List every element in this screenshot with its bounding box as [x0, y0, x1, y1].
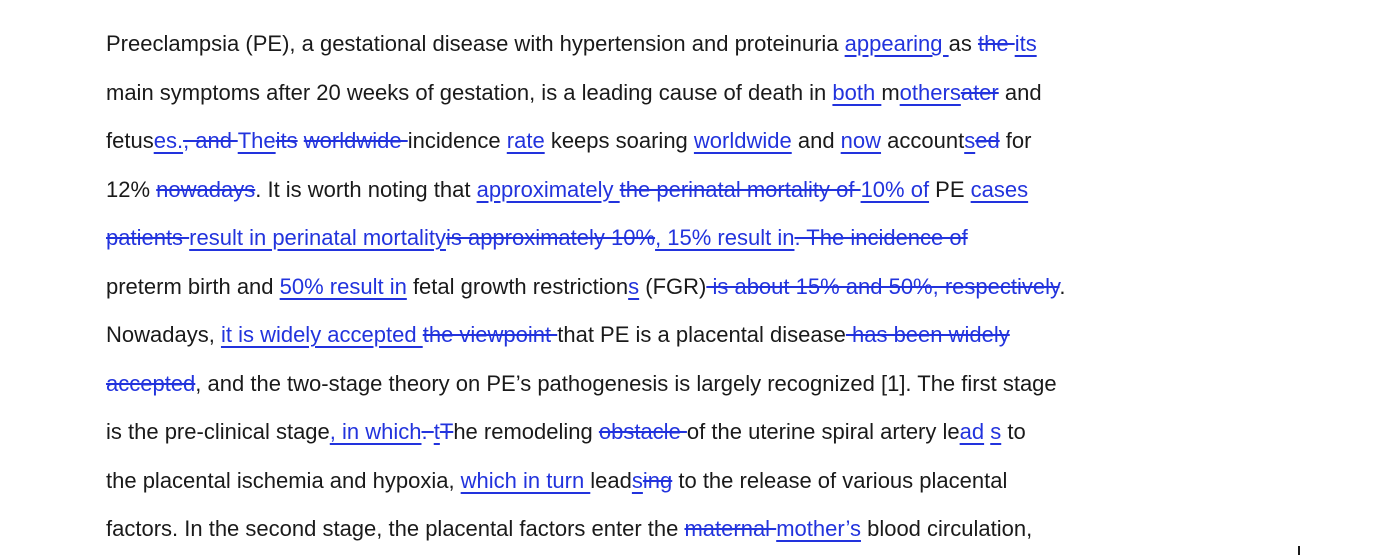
- text-line: [106, 71, 1286, 120]
- deleted-text: nowadays: [156, 176, 256, 202]
- plain-text: he remodeling: [453, 419, 599, 444]
- inserted-text: The: [237, 128, 276, 153]
- inserted-text: 50% result in: [279, 273, 407, 299]
- deleted-text: its: [275, 128, 298, 153]
- plain-text: lead: [590, 467, 632, 493]
- inserted-text: appearing: [844, 31, 949, 56]
- plain-text: main symptoms after 20 weeks of gestation, is a leading cause of death in: [106, 79, 833, 105]
- inserted-text: , in which: [329, 419, 422, 444]
- inserted-text: worldwide: [693, 128, 792, 153]
- deleted-text: maternal: [684, 516, 777, 541]
- deleted-text: patients: [106, 225, 190, 250]
- text-line: [106, 265, 1286, 314]
- document-body[interactable]: [106, 22, 1286, 556]
- text-line: [106, 410, 1286, 459]
- inserted-text: its: [1014, 31, 1037, 56]
- inserted-text: mother’s: [776, 516, 861, 541]
- plain-text: keeps soaring: [544, 128, 694, 153]
- deleted-text: T: [439, 419, 454, 444]
- deleted-text: is about 15% and 50%, respectively: [706, 273, 1060, 299]
- plain-text: blood circulation,: [860, 516, 1033, 541]
- plain-text: to the release of various placental: [672, 467, 1008, 493]
- plain-text: PE: [929, 176, 971, 202]
- inserted-text: s: [631, 467, 643, 493]
- deleted-text: the viewpoint: [422, 322, 558, 347]
- plain-text: of the uterine spiral artery le: [686, 419, 960, 444]
- deleted-text: , and: [183, 128, 238, 153]
- plain-text: Nowadays,: [106, 322, 221, 347]
- text-line: [106, 216, 1286, 265]
- deleted-text: obstacle: [598, 419, 687, 444]
- inserted-text: 10% of: [860, 176, 930, 202]
- plain-text: fetus: [106, 128, 154, 153]
- deleted-text: the perinatal mortality of: [619, 176, 861, 202]
- inserted-text: cases: [970, 176, 1029, 202]
- text-line: [106, 459, 1286, 508]
- text-line: [106, 168, 1286, 217]
- plain-text: incidence: [407, 128, 507, 153]
- plain-text: and: [791, 128, 841, 153]
- inserted-text: , 15% result in: [655, 225, 795, 250]
- inserted-text: both: [832, 79, 882, 105]
- plain-text: . It is worth noting that: [255, 176, 477, 202]
- inserted-text: approximately: [476, 176, 620, 202]
- text-line: [106, 313, 1286, 362]
- plain-text: Preeclampsia (PE), a gestational disease with hypertension and proteinuria: [106, 31, 845, 56]
- plain-text: fetal growth restriction: [406, 273, 629, 299]
- inserted-text: which in turn: [460, 467, 591, 493]
- deleted-text: ater: [960, 79, 999, 105]
- inserted-text: s: [628, 273, 640, 299]
- plain-text: , and the two-stage theory on PE’s pathogenesis is largely recognized [1]. The first stage: [195, 370, 1057, 396]
- deleted-text: accepted: [106, 370, 196, 396]
- plain-text: and: [998, 79, 1042, 105]
- inserted-text: s: [990, 419, 1002, 444]
- inserted-text: es.: [153, 128, 184, 153]
- inserted-text: now: [840, 128, 882, 153]
- plain-text: 12%: [106, 176, 157, 202]
- inserted-text: rate: [506, 128, 545, 153]
- deleted-text: worldwide: [303, 128, 408, 153]
- deleted-text: has been widely: [845, 322, 1010, 347]
- deleted-text: ed: [975, 128, 1000, 153]
- plain-text: to: [1001, 419, 1026, 444]
- plain-text: that PE is a placental disease: [557, 322, 846, 347]
- deleted-text: ing: [642, 467, 673, 493]
- inserted-text: t: [433, 419, 440, 444]
- inserted-text: result in perinatal mortality: [189, 225, 446, 250]
- plain-text: preterm birth and: [106, 273, 280, 299]
- deleted-text: . The incidence of: [794, 225, 968, 250]
- plain-text: the placental ischemia and hypoxia,: [106, 467, 461, 493]
- plain-text: is the pre-clinical stage: [106, 419, 330, 444]
- plain-text: factors. In the second stage, the placental factors enter the: [106, 516, 685, 541]
- inserted-text: ad: [959, 419, 985, 444]
- inserted-text: s: [964, 128, 976, 153]
- plain-text: .: [1059, 273, 1066, 299]
- plain-text: account: [881, 128, 965, 153]
- deleted-text: is approximately 10%: [445, 225, 656, 250]
- text-line: [106, 119, 1286, 168]
- inserted-text: it is widely accepted: [220, 322, 423, 347]
- text-cursor-mark: [1298, 546, 1300, 555]
- plain-text: for: [999, 128, 1032, 153]
- deleted-text: .: [421, 419, 434, 444]
- plain-text: (FGR): [639, 273, 707, 299]
- plain-text: m: [881, 79, 900, 105]
- text-line: [106, 362, 1286, 411]
- text-line: [106, 22, 1286, 71]
- text-line: [106, 507, 1286, 556]
- deleted-text: the: [977, 31, 1015, 56]
- plain-text: as: [948, 31, 978, 56]
- inserted-text: others: [899, 79, 961, 105]
